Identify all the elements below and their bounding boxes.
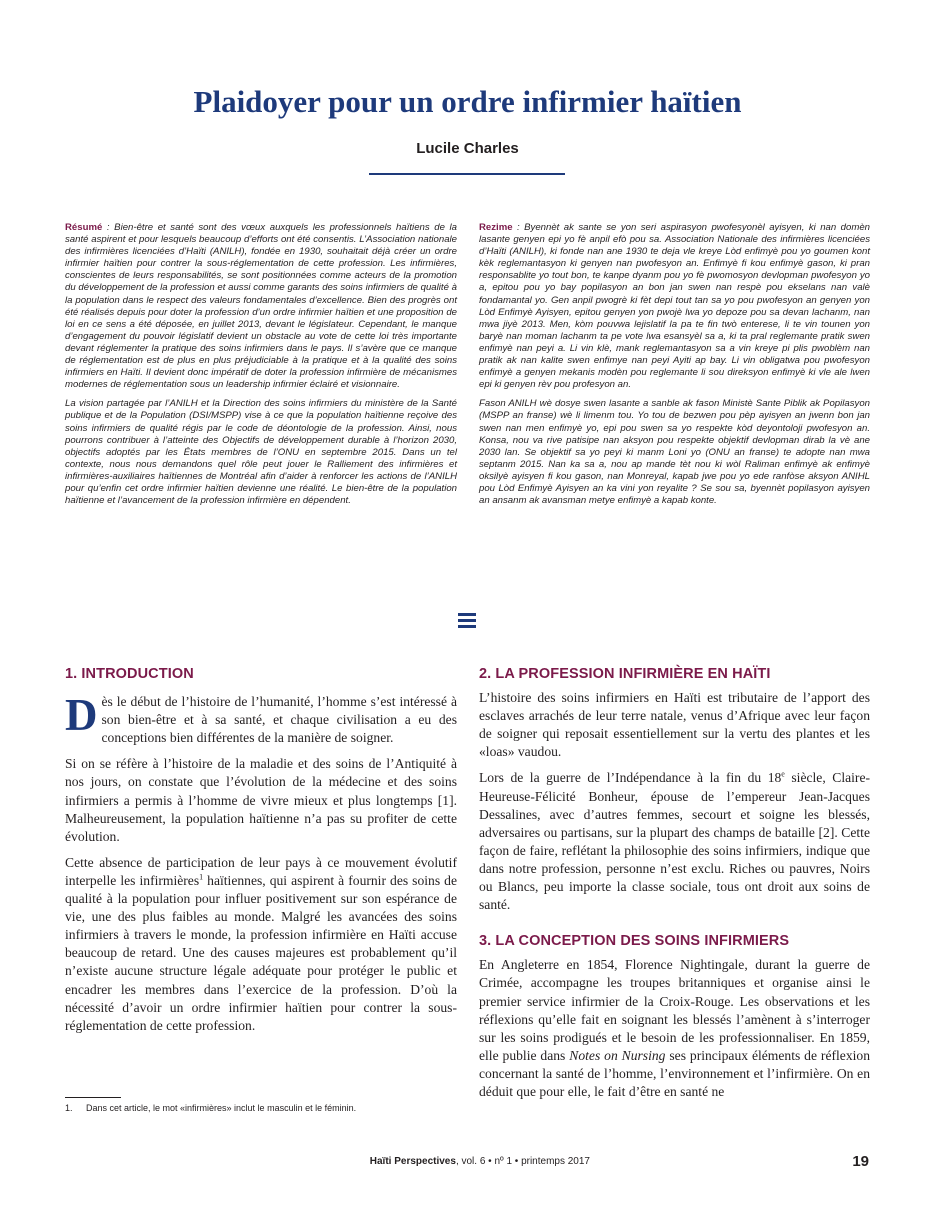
abstract-creole-text-1: : Byennèt ak sante se yon seri aspirasyon pwofesyonèl ayisyen, ki nan domèn lasante genyen epi yo fè anpil efò pou sa. Association Nationale des infirmières licenciées d’Haïti (ANILH), ki fonde nan ane 1930 te deja vle kreye Lòd enfimyè pou yo goumen kont kèk reglemantasyon ki genyen nan pwofesyon an. Enfimyè fi kou enfimyè gason, ki pran responsablite yo tout bon, te kanpe dyanm pou yo fè pwomosyon devlopman pwofesyon yo a, epitou pou yo bay popilasyon an bon jan swen nan respè pou ekselans nan valè fondamantal yo. Gen anpil pwogrè ki fèt depi tout tan sa yo pou pwofesyon an genyen yon Lòd Enfimyè Ayisyen, epitou genyen yon pwojè lwa yo depoze pou sa devan lachanm, nan mwa jiyè 2013. Men, kòm pouvwa lejislatif la pa te fin twò enterese, li te vin tounen yon baryè nan moman lachanm ta pe vote lwa esansyèl sa a, ki ta pral reglemante pratik swen enfimyè nan peyi a. Li vin klè, mank reglemantasyon sa a vin kreye pi plis pwoblèm nan pratik ak nan kalite swen enfimye nan peyi Ayiti ap bay. Li vin obligatwa pou pwofesyon enfimyè a genyen mekanis modèn pou reglemante li sou direksyon enfimyè ki vle ale lwen epi ki genyen rèv pou profesyon an. <box>479 222 870 391</box>
right-column <box>479 665 870 1109</box>
left-column <box>65 665 457 1043</box>
conception-paragraph-1 <box>479 956 870 1101</box>
intro-paragraph-2: Si on se réfère à l’histoire de la maladie et des soins de l’Antiquité à nos jours, on constate que l’évolution de la médecine et des soins infirmiers a permis à l’homme de vivre mieux et plus longtemps [1]. Malheureusement, la population haïtienne n’a pas su profiter de cette évolution. <box>65 756 457 844</box>
intro-paragraph-1 <box>65 690 457 747</box>
abstract-creole-p2: Fason ANILH wè dosye swen lasante a sanble ak fason Ministè Sante Piblik ak Popilasyon (MSPP an franse) wè li limenm tou. Yo tou de bezwen pou pèp ayisyen an jwenn bon jan swen nan men enfimyè yo, epi pou swen sa yo respekte kòd deyontoloji pwofesyon an. Konsa, nou va rive patisipe nan aksyon pou respekte objektif devlopman dirab la vè ane 2030 lan. Se objektif sa yo peyi ki manm Loni yo (ONU an franse) te adopte nan mwa septanm 2015. Nan ka sa a, nou ap mande tèt nou ki wòl Raliman enfimyè ak enfimyè oksilyè ayisyen fi kou gason, nan Monreyal, kapab jwe pou yo ede ranfòse aksyon ANIHL pou Lòd Enfimyè Ayisyen an ka vini yon reyalite ? Se sou sa, byennèt popilasyon ayisyen an ansanm ak avansman metye enfimyè a kapab konte. <box>479 398 870 507</box>
intro-paragraph-3 <box>65 854 457 1035</box>
intro-paragraph-1-text: ès le début de l’histoire de l’humanité, l’homme s’est intéressé à son bien-être et à sa santé, et chaque civilisation a eu des conceptions bien différentes de la manière de soigner. <box>101 694 457 746</box>
section-separator-icon <box>458 613 476 629</box>
abstract-french-text-1: : Bien-être et santé sont des vœux auxquels les professionnels haïtiens de la santé aspirent et pour lesquels beaucoup d’efforts ont été consentis. L’Association nationale des infirmières licenciées d’Haïti (ANILH), fondée en 1930, souhaitait déjà créer un ordre infirmier haïtien pour contrer la sous-réglementation de cette profession. Les infirmières, conscientes de leurs responsabilités, se sont positionnées comme acteurs de la promotion du développement de la profession et aussi comme garants des soins infirmiers de qualité à la population dans le respect des valeurs fondamentales d’excellence. Bien des progrès ont été réalisés depuis pour doter la profession d’un ordre infirmier haïtien et une proposition de loi en ce sens a été déposée, en juillet 2013, devant le législateur. Cependant, le manque d’engagement du pouvoir législatif devient un obstacle au vote de cette loi très importante devant réglementer la pratique des soins infirmiers dans le pays. Il s’avère que ce manque de réglementation est de plus en plus préjudiciable à la pratique et à la qualité des soins infirmiers en Haïti. Il devient donc impératif de doter la profession infirmière de mécanismes modernes de réglementation sous un leadership infirmier éclairé et visionnaire. <box>65 222 457 391</box>
footnote <box>65 1103 457 1113</box>
journal-name: Haïti Perspectives <box>369 1156 456 1167</box>
profession-paragraph-2-text-a: Lors de la guerre de l’Indépendance à la fin du 18 <box>479 770 782 786</box>
intro-paragraph-3-text-a: Cette absence de participation de leur pays à ce mouvement évolutif interpelle les infirmières <box>65 854 457 888</box>
title-divider <box>369 173 565 175</box>
journal-citation <box>370 1156 590 1167</box>
footnote-divider <box>65 1097 121 1098</box>
abstract-creole <box>479 222 870 514</box>
abstract-french-p2: La vision partagée par l’ANILH et la Direction des soins infirmiers du ministère de la Santé publique et de la Population (DSI/MSPP) vise à ce que la population haïtienne reçoive des soins infirmiers de qualité régis par le code de déontologie de la profession. Ainsi, nous pourrons contribuer à l’atteinte des Objectifs de développement durable à l’horizon 2030, objectifs adoptés par les États membres de l’ONU en septembre 2015. Dans un tel contexte, nous nous demandons quel rôle peut jouer le Ralliement des infirmières et infirmières-auxiliaires haïtiennes de Montréal afin d’aider à renforcer les actions de l’ANILH pour qu’enfin cet ordre infirmier haïtien devienne une réalité. Le bien-être de la population haïtienne et l’avancement de la profession infirmière en dépendent. <box>65 398 457 507</box>
intro-paragraph-3-text-b: haïtiennes, qui aspirent à fournir des soins de qualité à la population pour influer positivement sur son espérance de vie, une des plus faibles au monde. Malgré les avancées des soins infirmiers à travers le monde, la profession infirmière en Haïti accuse beaucoup de retard. Une des causes majeures est probablement qu’il n’existe aucune structure légale adéquate pour protéger le public et encadrer les membres dans l’exercice de la profession. D’où la nécessité d’avoir un ordre infirmier haïtien pour contrer la sous-réglementation de cette profession. <box>65 872 457 1033</box>
footnote-text: Dans cet article, le mot «infirmières» inclut le masculin et le féminin. <box>86 1103 357 1113</box>
drop-cap: D <box>65 690 98 741</box>
conception-paragraph-1-text-b: ses principaux éléments de réflexion concernant la santé de l’homme, l’environnement et l’infirmière. On en déduit que pour elle, le fait d’être en santé ne <box>479 1047 870 1099</box>
footnote-ref: 1 <box>199 872 204 882</box>
section-heading-conception: 3. LA CONCEPTION DES SOINS INFIRMIERS <box>479 933 790 950</box>
abstract-creole-p1 <box>479 222 870 391</box>
article-title: Plaidoyer pour un ordre infirmier haïtien <box>193 84 742 119</box>
section-heading-profession: 2. LA PROFESSION INFIRMIÈRE EN HAÏTI <box>479 666 771 682</box>
century-superscript: e <box>781 769 785 779</box>
journal-issue: , vol. 6 • nº 1 • printemps 2017 <box>455 1156 590 1167</box>
profession-paragraph-2-text-b: siècle, Claire-Heureuse-Félicité Bonheur, épouse de l’empereur Jean-Jacques Dessalines, avec d’autres femmes, secourt et soigne les blessés, adversaires ou partisans, sur la plupart des champs de bataille [2]. Cette façon de faire, reflétant la philosophie des soins infirmiers, indique que dans notre profession, personne n’est exclu. Riches ou pauvres, Noirs ou Blancs, peu importe la classe sociale, tous ont droit aux soins de santé. <box>479 770 870 913</box>
page-number: 19 <box>852 1153 869 1170</box>
section-heading-introduction: 1. INTRODUCTION <box>65 666 194 682</box>
footnote-number: 1. <box>65 1103 73 1113</box>
book-title: Notes on Nursing <box>569 1047 666 1063</box>
conception-paragraph-1-text-a: En Angleterre en 1854, Florence Nightingale, durant la guerre de Crimée, accompagne les troupes britanniques et organise ainsi le premier service infirmier de la Croix-Rouge. Les observations et les réflexions qu’elle fait en soignant les blessés l’amènent à s’interroger sur les soins prodigués et le besoin de les professionnaliser. En 1859, elle publie dans <box>479 957 870 1063</box>
page-footer <box>0 1153 935 1176</box>
abstract-french-p1 <box>65 222 457 391</box>
profession-paragraph-1: L’histoire des soins infirmiers en Haïti est tributaire de l’apport des esclaves arrachés de leur terre natale, venus d’Afrique avec leur façon de soigner qui reposait essentiellement sur la vertu des plantes et les «loas» vaudou. <box>479 690 870 760</box>
abstract-creole-label: Rezime <box>479 222 513 233</box>
abstract-french <box>65 222 457 514</box>
profession-paragraph-2 <box>479 769 870 914</box>
author-name: Lucile Charles <box>416 140 519 157</box>
abstract-french-label: Résumé <box>65 222 103 233</box>
